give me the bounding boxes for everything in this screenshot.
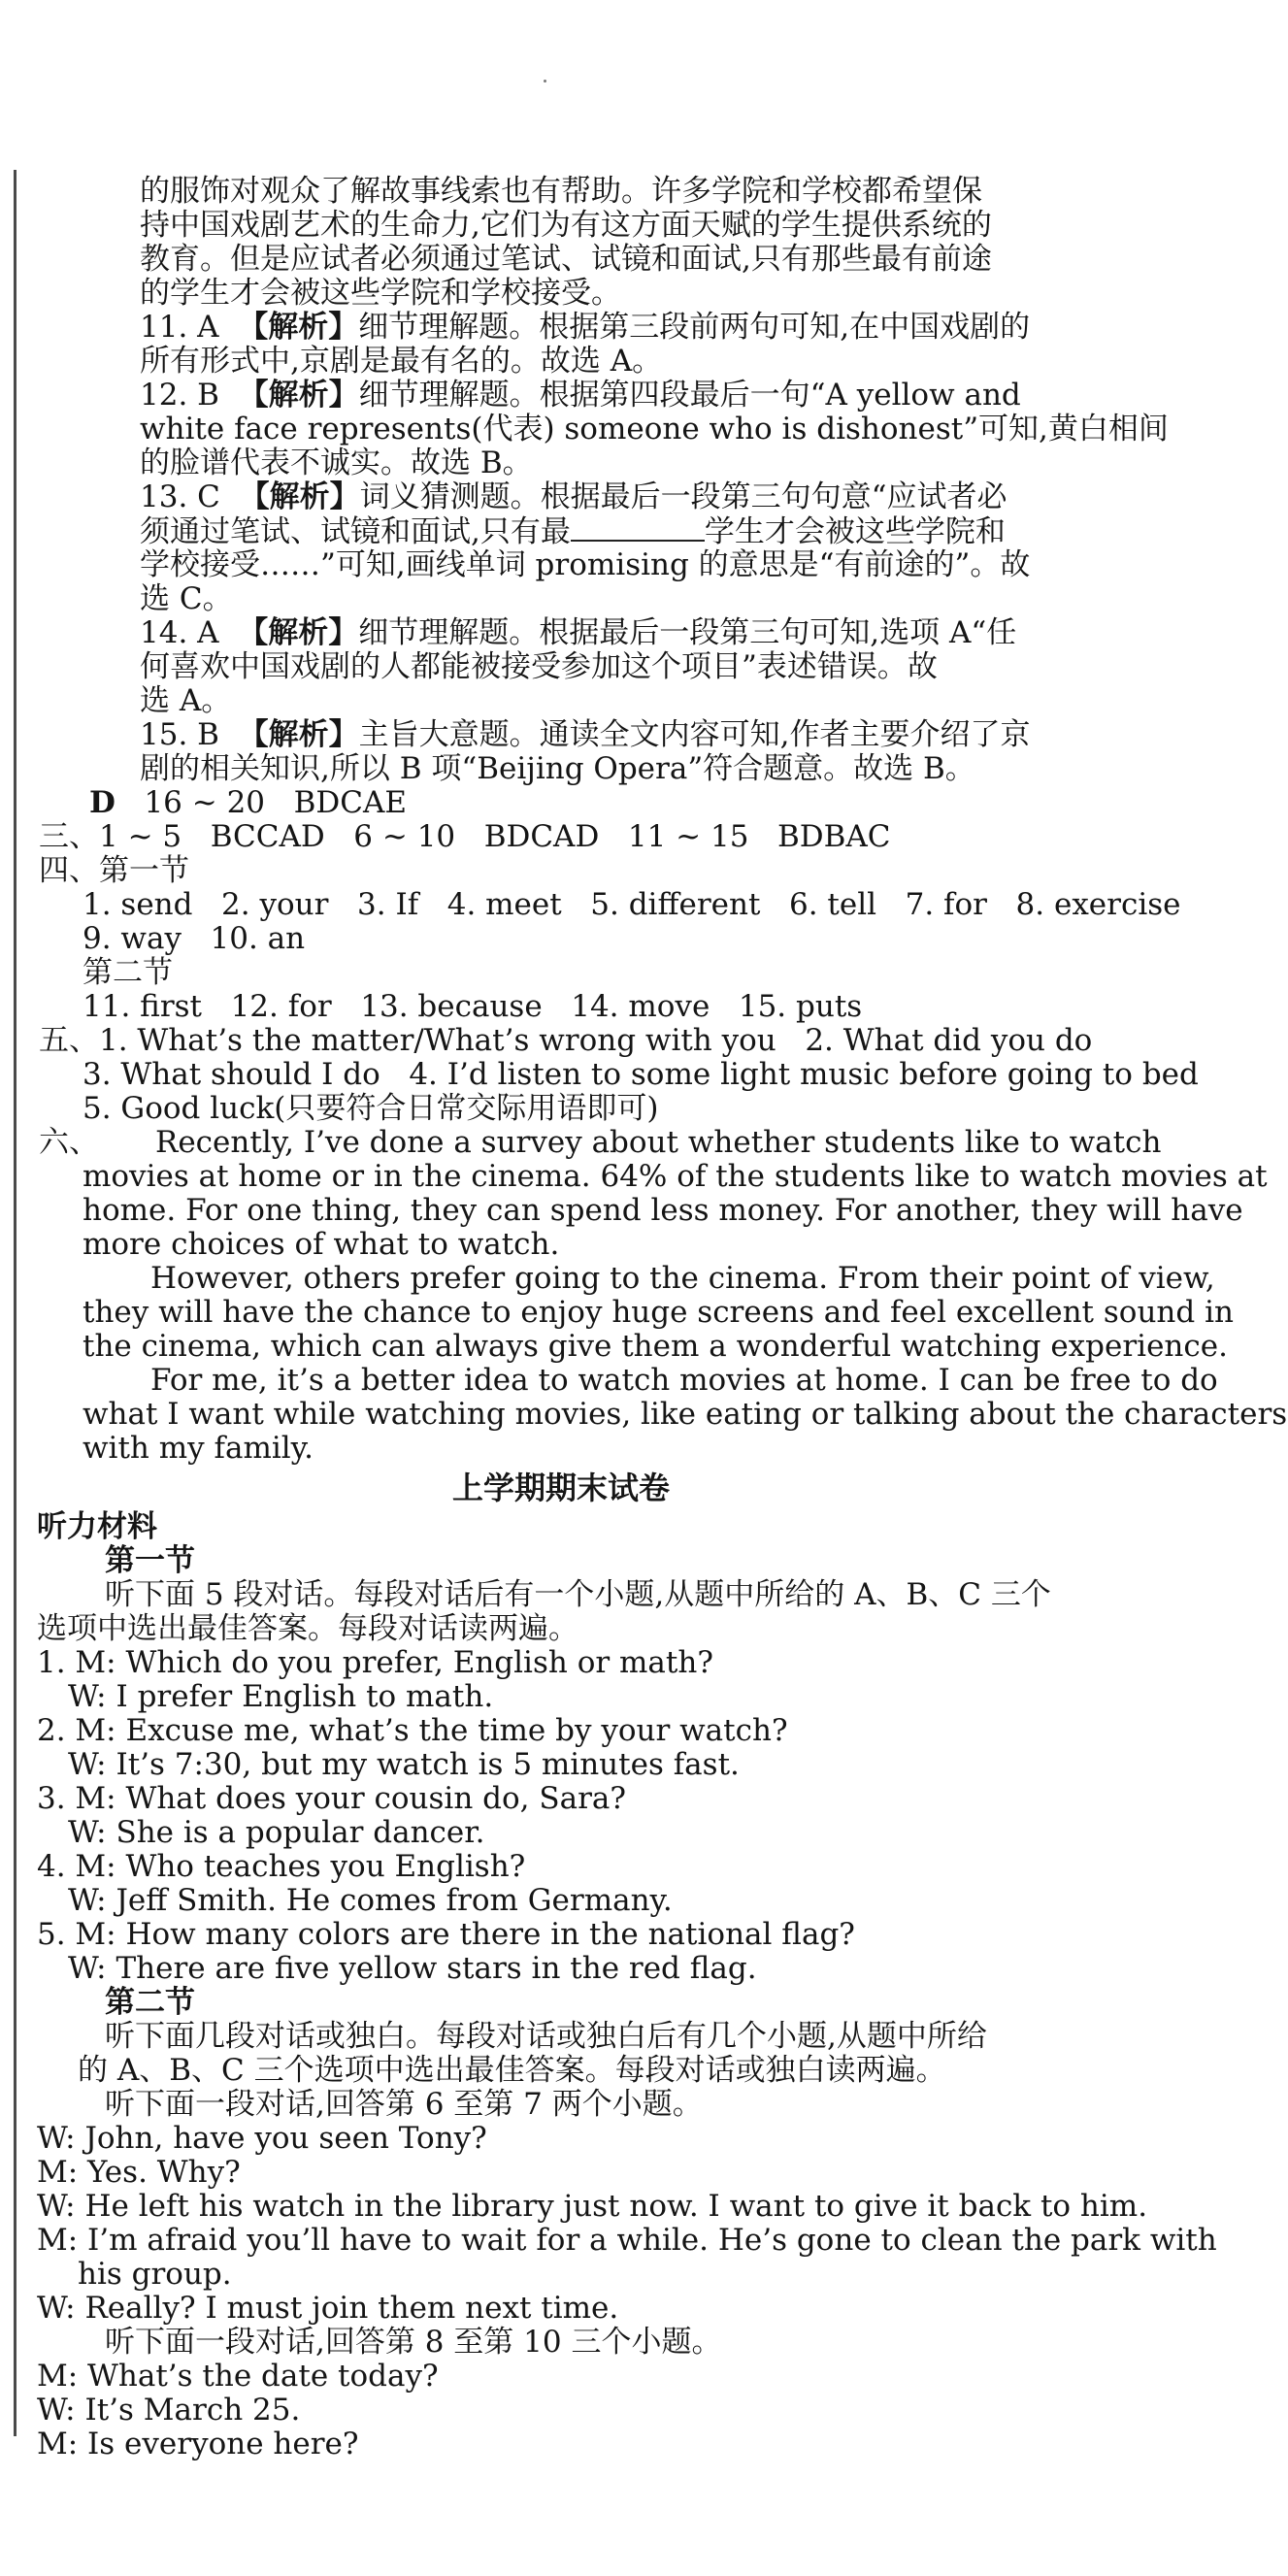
dialog-line: W: Jeff Smith. He comes from Germany. bbox=[68, 1883, 673, 1918]
dialog-line: 4. M: Who teaches you English? bbox=[37, 1849, 526, 1884]
dialog-line: his group. bbox=[78, 2257, 232, 2292]
binding-margin-line bbox=[14, 170, 17, 2436]
explanation-line: 的脸谱代表不诚实。故选 B。 bbox=[140, 446, 533, 480]
explanation-q15 bbox=[140, 718, 1031, 751]
answer-row-section5: 五、1. What’s the matter/What’s wrong with you 2. What did you do bbox=[39, 1023, 1093, 1058]
answer-number: 12. B bbox=[140, 378, 219, 413]
explanation-text: 细节理解题。根据最后一段第三句可知,选项 A“任 bbox=[358, 615, 1017, 650]
explanation-text: 细节理解题。根据第四段最后一句“A yellow and bbox=[358, 378, 1021, 413]
explanation-text: 细节理解题。根据第三段前两句可知,在中国戏剧的 bbox=[358, 310, 1031, 345]
explanation-q11 bbox=[140, 311, 1030, 344]
explanation-line: 剧的相关知识,所以 B 项“Beijing Opera”符合题意。故选 B。 bbox=[140, 751, 975, 786]
dialog-line: M: I’m afraid you’ll have to wait for a while. He’s gone to clean the park with bbox=[37, 2223, 1217, 2258]
instruction-line: 听下面几段对话或独白。每段对话或独白后有几个小题,从题中所给 bbox=[105, 2019, 987, 2054]
instruction-line: 听下面 5 段对话。每段对话后有一个小题,从题中所给的 A、B、C 三个 bbox=[105, 1577, 1051, 1612]
dialog-line: W: It’s 7:30, but my watch is 5 minutes fast. bbox=[68, 1747, 740, 1782]
analysis-tag: 【解析】 bbox=[239, 479, 360, 514]
carry-over-line: 的学生才会被这些学院和学校接受。 bbox=[140, 276, 621, 311]
explanation-text: 须通过笔试、试镜和面试,只有最 bbox=[140, 514, 571, 549]
analysis-tag: 【解析】 bbox=[238, 310, 359, 345]
listening-heading: 听力材料 bbox=[37, 1509, 157, 1544]
dialog-line: W: He left his watch in the library just now. I want to give it back to him. bbox=[37, 2189, 1148, 2224]
explanation-line: white face represents(代表) someone who is dishonest”可知,黄白相间 bbox=[140, 412, 1169, 446]
analysis-tag: 【解析】 bbox=[238, 378, 359, 413]
answer-number: 14. A bbox=[140, 615, 219, 650]
instruction-line: 的 A、B、C 三个选项中选出最佳答案。每段对话或独白读两遍。 bbox=[78, 2053, 946, 2088]
explanation-line: 选 C。 bbox=[140, 581, 233, 616]
section-label: D bbox=[89, 785, 116, 820]
dialog-line: M: What’s the date today? bbox=[37, 2359, 439, 2394]
part2-heading: 第二节 bbox=[105, 1985, 195, 2020]
answer-number: 15. B bbox=[140, 717, 219, 752]
explanation-q12 bbox=[140, 379, 1021, 412]
answer-number: 11. A bbox=[140, 310, 219, 345]
explanation-q14 bbox=[140, 616, 1016, 649]
explanation-line-with-blank bbox=[140, 514, 1006, 548]
essay-line: what I want while watching movies, like eating or talking about the characters bbox=[83, 1397, 1288, 1432]
essay-line: home. For one thing, they can spend less money. For another, they will have bbox=[83, 1193, 1243, 1228]
essay-line: the cinema, which can always give them a wonderful watching experience. bbox=[83, 1329, 1228, 1364]
answer-row: 5. Good luck(只要符合日常交际用语即可) bbox=[83, 1091, 659, 1126]
section6-label: 六、 bbox=[39, 1125, 99, 1160]
dialog-line: W: It’s March 25. bbox=[37, 2393, 301, 2427]
essay-line: they will have the chance to enjoy huge screens and feel excellent sound in bbox=[83, 1295, 1234, 1330]
analysis-tag: 【解析】 bbox=[238, 615, 359, 650]
carry-over-line: 持中国戏剧艺术的生命力,它们为有这方面天赋的学生提供系统的 bbox=[140, 208, 992, 243]
carry-over-line: 教育。但是应试者必须通过笔试、试镜和面试,只有那些最有前途 bbox=[140, 242, 992, 277]
explanation-line: 所有形式中,京剧是最有名的。故选 A。 bbox=[140, 344, 663, 379]
subsection-heading: 第二节 bbox=[83, 955, 173, 990]
answer-row: 3. What should I do 4. I’d listen to some light music before going to bed bbox=[83, 1057, 1199, 1092]
explanation-q13 bbox=[140, 480, 1007, 513]
essay-line: more choices of what to watch. bbox=[83, 1227, 560, 1262]
dialog-line: W: I prefer English to math. bbox=[68, 1679, 494, 1714]
part1-heading: 第一节 bbox=[105, 1543, 195, 1578]
answer-row: 11. first 12. for 13. because 14. move 15. puts bbox=[83, 989, 863, 1024]
dialog-line: M: Is everyone here? bbox=[37, 2427, 359, 2461]
section4-heading: 四、第一节 bbox=[39, 853, 189, 888]
essay-line: However, others prefer going to the cinema. From their point of view, bbox=[150, 1261, 1215, 1296]
explanation-line: 学校接受……”可知,画线单词 promising 的意思是“有前途的”。故 bbox=[140, 547, 1031, 582]
answer-number: 13. C bbox=[140, 479, 220, 514]
dialog-line: 2. M: Excuse me, what’s the time by your watch? bbox=[37, 1713, 788, 1748]
essay-line: For me, it’s a better idea to watch movies at home. I can be free to do bbox=[150, 1363, 1218, 1398]
explanation-text: 主旨大意题。通读全文内容可知,作者主要介绍了京 bbox=[358, 717, 1031, 752]
essay-line: Recently, I’ve done a survey about whether students like to watch bbox=[155, 1125, 1162, 1160]
answer-row: 1. send 2. your 3. If 4. meet 5. different 6. tell 7. for 8. exercise bbox=[83, 887, 1181, 922]
explanation-line: 选 A。 bbox=[140, 683, 232, 718]
answer-row: 9. way 10. an bbox=[83, 921, 306, 956]
instruction-line: 选项中选出最佳答案。每段对话读两遍。 bbox=[37, 1611, 578, 1646]
essay-line: with my family. bbox=[83, 1431, 314, 1466]
exam-title: 上学期期末试卷 bbox=[452, 1470, 671, 1506]
explanation-line: 何喜欢中国戏剧的人都能被接受参加这个项目”表述错误。故 bbox=[140, 649, 938, 684]
dialog-line: 5. M: How many colors are there in the national flag? bbox=[37, 1917, 855, 1952]
carry-over-line: 的服饰对观众了解故事线索也有帮助。许多学院和学校都希望保 bbox=[140, 174, 982, 209]
dialog-line: 1. M: Which do you prefer, English or math? bbox=[37, 1645, 713, 1680]
essay-line: movies at home or in the cinema. 64% of the students like to watch movies at bbox=[83, 1159, 1268, 1194]
dialog-line: W: There are five yellow stars in the red flag. bbox=[68, 1951, 757, 1986]
explanation-text: 学生才会被这些学院和 bbox=[704, 514, 1006, 549]
dialog-line: W: John, have you seen Tony? bbox=[37, 2121, 487, 2156]
underline-blank bbox=[571, 514, 705, 542]
dialog-intro: 听下面一段对话,回答第 6 至第 7 两个小题。 bbox=[105, 2087, 703, 2122]
answer-row-section3: 三、1 ~ 5 BCCAD 6 ~ 10 BDCAD 11 ~ 15 BDBAC bbox=[39, 819, 891, 854]
answer-row-d bbox=[89, 786, 407, 819]
dialog-line: M: Yes. Why? bbox=[37, 2155, 241, 2190]
dialog-line: 3. M: What does your cousin do, Sara? bbox=[37, 1781, 627, 1816]
analysis-tag: 【解析】 bbox=[238, 717, 359, 752]
dialog-line: W: She is a popular dancer. bbox=[68, 1815, 485, 1850]
scan-speck bbox=[544, 80, 546, 83]
dialog-line: W: Really? I must join them next time. bbox=[37, 2291, 619, 2326]
dialog-intro: 听下面一段对话,回答第 8 至第 10 三个小题。 bbox=[105, 2325, 722, 2360]
explanation-text: 词义猜测题。根据最后一段第三句句意“应试者必 bbox=[359, 479, 1007, 514]
answer-text: 16 ~ 20 BDCAE bbox=[144, 785, 407, 820]
